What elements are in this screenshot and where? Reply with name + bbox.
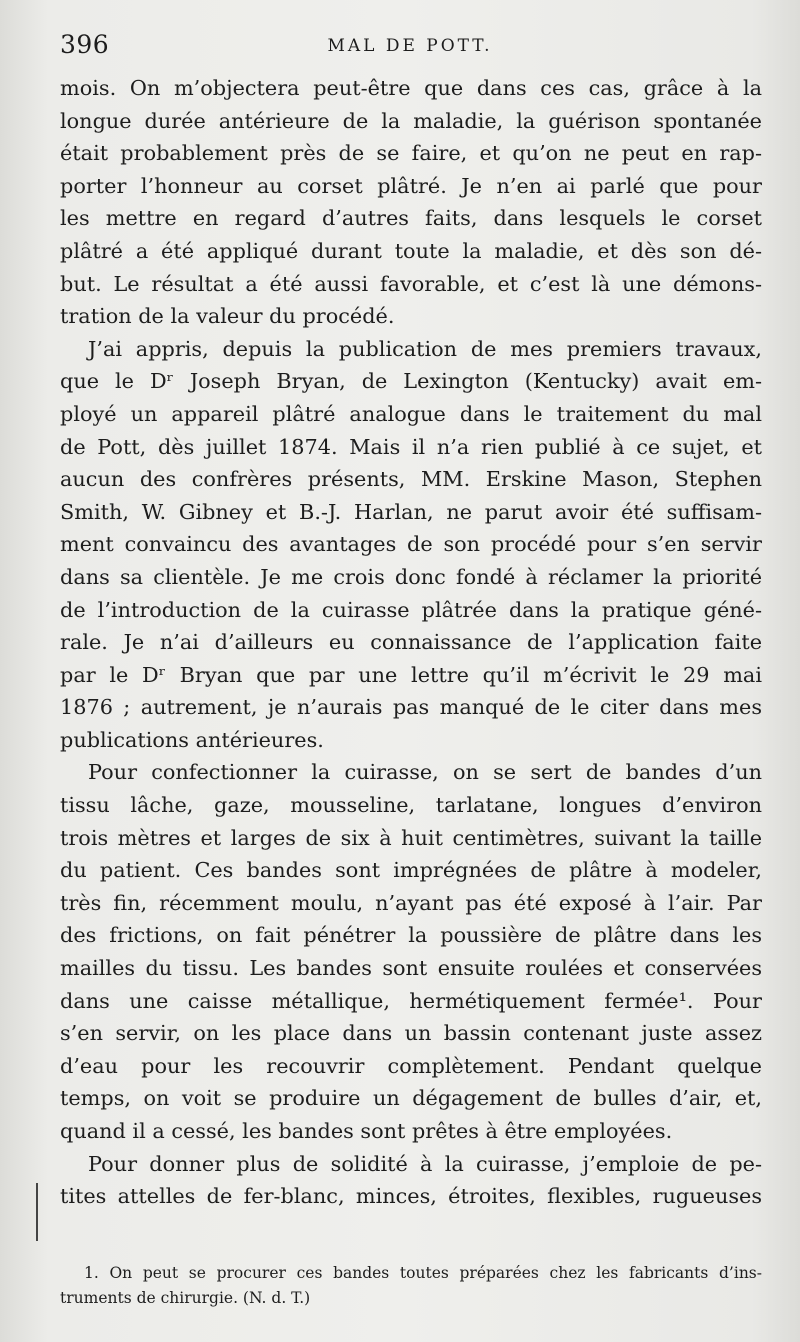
margin-mark [36,1183,38,1241]
text-line: 1876 ; autrement, je n’aurais pas manqué de le citer dans mes [60,695,762,720]
text-line: plâtré a été appliqué durant toute la maladie, et dès son dé- [60,238,762,263]
text-line: quand il a cessé, les bandes sont prêtes à être employées. [60,1119,673,1143]
text-line: des frictions, on fait pénétrer la poussière de plâtre dans les [60,923,762,948]
text-line: longue durée antérieure de la maladie, la guérison spontanée [60,108,762,133]
text-line: que le Dʳ Joseph Bryan, de Lexington (Kentucky) avait em- [60,369,762,394]
text-line: temps, on voit se produire un dégagement de bulles d’air, et, [60,1086,762,1111]
text-line: porter l’honneur au corset plâtré. Je n’en ai parlé que pour [60,173,762,198]
text-line: rale. Je n’ai d’ailleurs eu connaissance de l’application faite [60,630,762,655]
text-line: Pour confectionner la cuirasse, on se sert de bandes d’un [88,760,762,785]
text-line: but. Le résultat a été aussi favorable, et c’est là une démons- [60,271,762,296]
text-line: Smith, W. Gibney et B.-J. Harlan, ne parut avoir été suffisam- [60,499,762,524]
text-line: J’ai appris, depuis la publication de mes premiers travaux, [88,336,762,361]
footnotes [60,1261,762,1311]
text-line: par le Dʳ Bryan que par une lettre qu’il m’écrivit le 29 mai [60,662,762,687]
running-head: MAL DE POTT. [327,36,493,56]
text-line: ment convaincu des avantages de son procédé pour s’en servir [60,532,762,557]
text-line: du patient. Ces bandes sont imprégnées de plâtre à modeler, [60,858,762,883]
text-line: tration de la valeur du procédé. [60,304,395,329]
text-line: mailles du tissu. Les bandes sont ensuite roulées et conservées [60,956,762,981]
footnote-line: truments de chirurgie. (N. d. T.) [60,1289,311,1307]
text-line: était probablement près de se faire, et qu’on ne peut en rap- [60,141,762,166]
text-line: dans sa clientèle. Je me crois donc fondé à réclamer la priorité [60,564,762,589]
body-text [60,72,762,1213]
text-line: très fin, récemment moulu, n’ayant pas été exposé à l’air. Par [60,890,762,915]
text-line: tites attelles de fer-blanc, minces, étroites, flexibles, rugueuses [60,1184,762,1209]
text-line: publications antérieures. [60,727,324,752]
text-line: d’eau pour les recouvrir complètement. Pendant quelque [60,1053,762,1078]
text-line: tissu lâche, gaze, mousseline, tarlatane, longues d’environ [60,793,762,818]
text-line: dans une caisse métallique, hermétiquement fermée¹. Pour [60,988,762,1013]
footnote-line: 1. On peut se procurer ces bandes toutes préparées chez les fabricants d’ins- [84,1264,762,1282]
text-line: Pour donner plus de solidité à la cuirasse, j’emploie de pe- [88,1151,762,1176]
text-line: les mettre en regard d’autres faits, dans lesquels le corset [60,206,762,231]
text-line: de Pott, dès juillet 1874. Mais il n’a rien publié à ce sujet, et [60,434,762,459]
text-line: s’en servir, on les place dans un bassin contenant juste assez [60,1021,762,1046]
page-number: 396 [60,30,110,59]
text-line: ployé un appareil plâtré analogue dans le traitement du mal [60,401,762,426]
text-line: de l’introduction de la cuirasse plâtrée dans la pratique géné- [60,597,762,622]
page-header [60,30,760,64]
text-line: aucun des confrères présents, MM. Erskine Mason, Stephen [60,467,762,492]
text-line: mois. On m’objectera peut-être que dans ces cas, grâce à la [60,76,762,100]
text-line: trois mètres et larges de six à huit centimètres, suivant la taille [60,825,762,850]
